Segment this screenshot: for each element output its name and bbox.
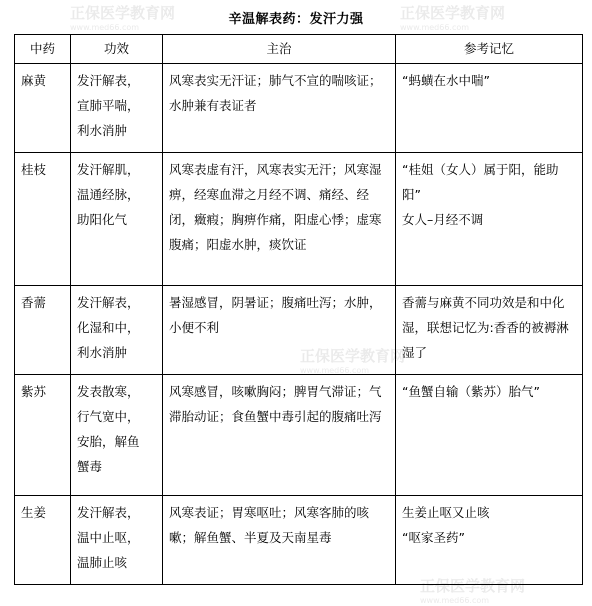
- herb-name: 香薷: [15, 286, 71, 375]
- herb-indication: 风寒表证；胃寒呕吐；风寒客肺的咳嗽；解鱼蟹、半夏及天南星毒: [163, 496, 396, 585]
- table-row: [15, 64, 583, 153]
- watermark: 正保医学教育网 www.med66.com: [300, 347, 406, 375]
- table-header-row: [15, 35, 583, 64]
- herb-indication: 风寒表虚有汗，风寒表实无汗；风寒湿痹，经寒血滞之月经不调、痛经、经闭，癥瘕；胸痹作痛，阳虚心悸；虚寒腹痛；阳虚水肿，痰饮证: [163, 153, 396, 286]
- watermark: 正保医学教育网 www.med66.com: [400, 4, 506, 32]
- watermark: 正保医学教育网 www.med66.com: [420, 577, 526, 605]
- page-title: 辛温解表药：发汗力强: [228, 12, 364, 27]
- herb-effect: 发汗解肌， 温通经脉， 助阳化气: [71, 153, 163, 286]
- herb-effect: 发汗解表， 化湿和中， 利水消肿: [71, 286, 163, 375]
- herb-table: [14, 34, 583, 585]
- header-memory: 参考记忆: [396, 35, 583, 64]
- herb-indication: 暑湿感冒，阴暑证；腹痛吐泻；水肿，小便不利: [163, 286, 396, 375]
- herb-indication: 风寒表实无汗证；肺气不宣的喘咳证；水肿兼有表证者: [163, 64, 396, 153]
- herb-effect: 发汗解表， 宣肺平喘， 利水消肿: [71, 64, 163, 153]
- table-row: [15, 496, 583, 585]
- herb-memory: “桂姐（女人）属于阳，能助阳” 女人–月经不调: [396, 153, 583, 286]
- table-row: [15, 153, 583, 286]
- watermark: 正保医学教育网 www.med66.com: [70, 4, 176, 32]
- herb-name: 紫苏: [15, 375, 71, 496]
- herb-memory: 香薷与麻黄不同功效是和中化湿，联想记忆为:香香的被褥淋湿了: [396, 286, 583, 375]
- herb-name: 桂枝: [15, 153, 71, 286]
- header-indication: 主治: [163, 35, 396, 64]
- table-row: [15, 375, 583, 496]
- herb-name: 麻黄: [15, 64, 71, 153]
- herb-effect: 发表散寒， 行气宽中， 安胎，解鱼 蟹毒: [71, 375, 163, 496]
- herb-name: 生姜: [15, 496, 71, 585]
- header-effect: 功效: [71, 35, 163, 64]
- herb-memory: 生姜止呕又止咳 “呕家圣药”: [396, 496, 583, 585]
- herb-memory: “鱼蟹自输（紫苏）胎气”: [396, 375, 583, 496]
- herb-memory: “蚂蟥在水中喘”: [396, 64, 583, 153]
- herb-indication: 风寒感冒，咳嗽胸闷；脾胃气滞证；气滞胎动证；食鱼蟹中毒引起的腹痛吐泻: [163, 375, 396, 496]
- herb-effect: 发汗解表， 温中止呕， 温肺止咳: [71, 496, 163, 585]
- header-herb: 中药: [15, 35, 71, 64]
- table-row: [15, 286, 583, 375]
